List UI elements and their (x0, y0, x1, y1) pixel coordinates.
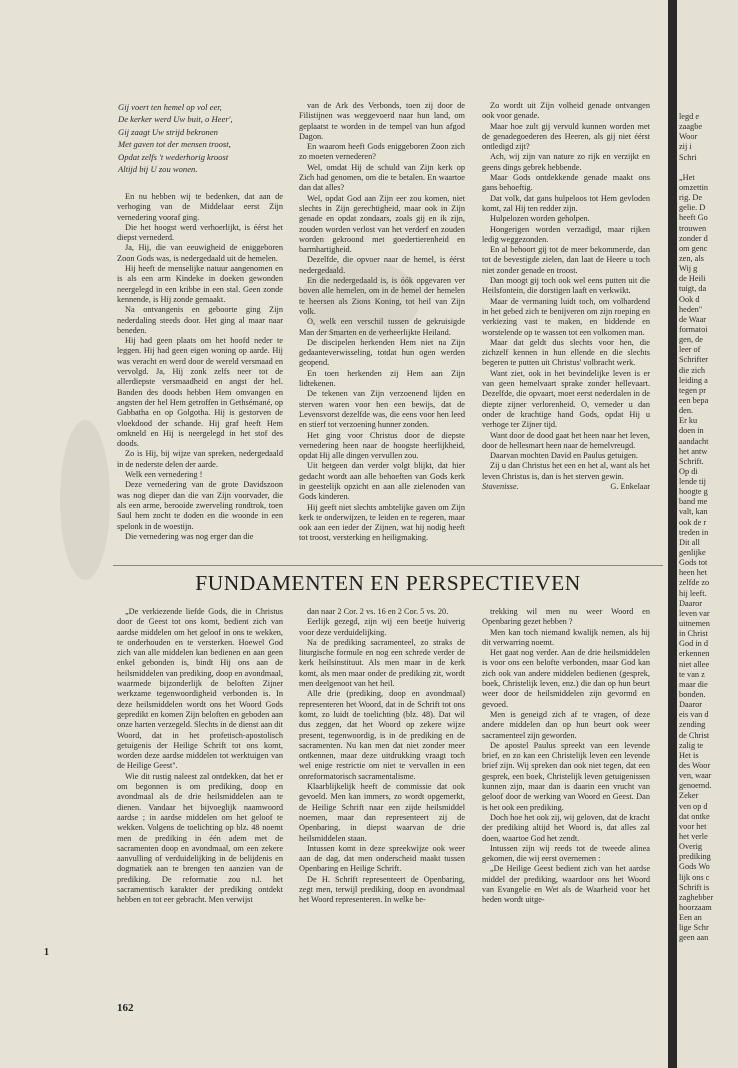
page-gutter (668, 0, 677, 1068)
adjacent-text-line: genoemd. (679, 781, 712, 791)
paragraph: Ja, Hij, die van eeuwigheid de eniggeboren Zoon Gods was, is nedergedaald uit de hemelen. (117, 243, 283, 263)
adjacent-text-line: maar die (679, 679, 708, 689)
adjacent-text-line: de Waar (679, 314, 707, 324)
paragraph: Wel, omdat Hij de schuld van Zijn kerk op Zich had genomen, om die te betalen. En waartoe dan dat alles? (299, 162, 465, 193)
paragraph: Dezelfde, die opvoer naar de hemel, is éérst nedergedaald. (299, 255, 465, 275)
adjacent-text-line: aandacht (679, 436, 709, 446)
adjacent-text-line: hoogte g (679, 487, 708, 497)
paragraph: Alle drie (prediking, doop en avondmaal) representeren het Woord, dat in de Schrift tot ons komt, zo luidt de toelichting (blz. 48). Dat wil dus zeggen, dat het Woord op zekere wijze present, tegenwoordig, is in de prediking en de sacramenten. Nu kan men dat niet zonder meer ontkennen, maar deze uitdrukking vraagt toch wel enige restrictie om niet te vervallen in een onreformatorisch sacramentalisme. (299, 689, 465, 781)
verse-line: Gij zaagt Uw strijd bekronen (118, 126, 218, 137)
adjacent-text-line: ven op d (679, 801, 708, 811)
paragraph: Klaarblijkelijk heeft de commissie dat ook gevoeld. Men kan immers, zo wordt opgemerkt, de Heilige Schrift naar een zijde heilsmiddel noemen, maar dan representeert zij de Openbaring, in diepst waarvan de drie heilsmiddelen staan. (299, 782, 465, 843)
article-column-5 (299, 607, 465, 906)
adjacent-text-line: Schri (679, 152, 697, 162)
adjacent-text-line: het verle (679, 831, 708, 841)
adjacent-text-line: Het is (679, 750, 699, 760)
paragraph: Hij geeft niet slechts ambtelijke gaven om Zijn kerk te onderwijzen, te leiden en te regeren, maar ook aan een ieder der Zijnen, wat hij nodig heeft tot troost, versterking en heiligmaking. (299, 502, 465, 543)
adjacent-text-line: des Woor (679, 761, 711, 770)
paragraph: O, welk een verschil tussen de gekruisigde Man der Smarten en de verheerlijkte Heiland. (299, 317, 465, 337)
verse-line: De kerker werd Uw buit, o Heer', (118, 114, 233, 125)
paragraph: Men kan toch niemand kwalijk nemen, als hij dit verwarring noemt. (482, 627, 650, 647)
adjacent-text-line: Schrift is (679, 882, 710, 892)
adjacent-text-line: erkennen (679, 649, 710, 659)
adjacent-text-line: formatoi (679, 324, 708, 334)
paragraph: Maar dat geldt dus slechts voor hen, die zichzelf kennen in hun ellende en die slechts begeren te putten uit Christus' volbracht werk. (482, 337, 650, 368)
adjacent-text-line: Dit all (679, 537, 700, 547)
paragraph: Zo is Hij, bij wijze van spreken, nedergedaald in de nederste delen der aarde. (117, 449, 283, 469)
adjacent-text-line: hij leeft. (679, 588, 707, 598)
adjacent-text-line: lige Schr (679, 923, 709, 933)
adjacent-text-line: leer of (679, 345, 701, 355)
adjacent-text-line: leven var (679, 608, 710, 618)
adjacent-text-line: zij i (679, 142, 692, 152)
adjacent-text-line: zonder d (679, 233, 708, 243)
adjacent-text-line: God in d (679, 639, 709, 649)
paragraph: Dat volk, dat gans hulpeloos tot Hem gevloden komt, zal Hij ten redder zijn. (482, 193, 650, 213)
paragraph: Hongerigen worden verzadigd, maar rijken ledig weggezonden. (482, 224, 650, 244)
article-column-6 (482, 607, 650, 906)
paragraph: Het gaat nog verder. Aan de drie heilsmiddelen is voor ons een belofte verbonden, maar God kan zich ook van andere middelen bedienen (gesprek, boek, Christelijk leven, enz.) die dan op hun beurt weer door de heilsmiddelen zijn gevormd en gevoed. (482, 648, 650, 709)
adjacent-text-line: lijk ons c (679, 872, 710, 882)
adjacent-text-line: rig. De (679, 193, 703, 203)
adjacent-text-line: Overig (679, 842, 703, 852)
adjacent-text-line: zending (679, 720, 706, 730)
adjacent-text-line: heen het (679, 568, 707, 578)
adjacent-page-text (679, 112, 738, 944)
adjacent-text-line: den. (679, 406, 694, 416)
adjacent-text-line: legd e (679, 112, 700, 121)
paragraph: Ach, wij zijn van nature zo rijk en verzijkt en geens dings gebrek hebbende. (482, 152, 650, 172)
paragraph: Maar Gods ontdekkende genade maakt ons gans behoeftig. (482, 173, 650, 193)
paragraph: Intussen zijn wij reeds tot de tweede alinea gekomen, die wij eerst overnemen : (482, 843, 650, 864)
adjacent-text-line: een bepa (679, 395, 709, 405)
adjacent-text-line: heden" (679, 304, 703, 314)
section-heading: FUNDAMENTEN EN PERSPECTIEVEN (195, 571, 581, 595)
adjacent-text-line: de Christ (679, 730, 710, 740)
paragraph: Maar de vermaning luidt toch, om volhardend in het gebed zich te benijveren om zijn roeping en verkiezing vast te maken, en biddende en worstelende op te wassen tot een volkomen man. (482, 296, 650, 337)
adjacent-text-line: dat ontke (679, 811, 710, 821)
paragraph: Het ging voor Christus door de diepste vernedering heen naar de hoogste heerlijkheid, opdat Hij alle dingen vervullen zou. (299, 430, 465, 461)
adjacent-text-line: „Het (679, 172, 695, 182)
paragraph: Maar hoe zult gij vervuld kunnen worden met de genadegoederen des Heeren, als gij niet éérst ontledigd zijt? (482, 121, 650, 152)
paragraph: De discipelen herkenden Hem niet na Zijn gedaanteverwisseling, totdat hun ogen werden geopend. (299, 337, 465, 368)
paragraph: Dan moogt gij toch ook wel eens putten uit die Heilsfontein, die dorstigen laaft en verkwikt. (482, 276, 650, 296)
adjacent-text-line: zaagbe (679, 122, 703, 132)
adjacent-text-line: Ook d (679, 294, 700, 304)
paragraph: Die vernedering was nog erger dan die (125, 531, 254, 541)
paragraph: En nu hebben wij te bedenken, dat aan de verhoging van de Middelaar eerst Zijn vernedering vooraf ging. (117, 192, 283, 222)
adjacent-text-line: tegen pr (679, 385, 706, 395)
hymn-verse (118, 101, 318, 175)
adjacent-text-line: eis van d (679, 710, 709, 720)
article-column-1 (117, 192, 283, 542)
adjacent-text-line: lende tij (679, 477, 706, 487)
paragraph: En waarom heeft Gods eniggeboren Zoon zich zo moeten vernederen? (299, 142, 465, 162)
adjacent-text-line: doen in (679, 426, 704, 436)
section-divider (113, 565, 663, 566)
adjacent-text-line: geen aan (679, 933, 709, 943)
adjacent-text-line: bonden. (679, 690, 706, 700)
adjacent-page-edge (677, 0, 738, 1068)
paragraph: „De verkiezende liefde Gods, die in Christus door de Geest tot ons komt, bedient zich van aardse middelen om het geloof in ons te wekken, te onderhouden en te versterken. Hoewel God zich van alle middelen kan bedienen en aan geen enkel gebonden is, bindt Hij ons aan de heilsmiddelen van prediking, doop en avondmaal, waarmede bijzonderlijk de beloften Zijner werkzame tegenwoordigheid verbonden is. In deze heilsmiddelen wordt ons het Woord Gods gepredikt en komen Zijn beloften en geboden aan onze harten verzegeld. Slechts in de dienst aan dit Woord, dat in het profetisch-apostolisch getuigenis der Heilige Schrift tot ons komt, worden deze aardse middelen tot werktuigen van de Heilige Geest". (117, 607, 283, 771)
adjacent-text-line: hoorzaam (679, 902, 712, 912)
paragraph: Wie dit rustig naleest zal ontdekken, dat het er om begonnen is om prediking, doop en avondmaal als de drie heilsmiddelen aan te dienen. Vandaar het bijvoeglijk naamwoord aardse ; in aardse middelen om het geloof te wekken. Volgens de toelichting op blz. 48 noemt men de prediking in één adem met de sacramenten doop en avondmaal, om een zekere aanvulling of verduidelijking in de belijdenis en dogmatiek aan te brengen ten aanzien van de prediking. De reformatie zou n.l. het sacramentisch karakter der prediking ontdekt hebben en tot eer gebracht. Men verwijst (117, 771, 283, 905)
paragraph: Hij heeft de menselijke natuur aangenomen en is als een arm Kindeke in doeken gewonden neergelegd in een kribbe in een stal. Geen zonde kennende, is Hij zonde gemaakt. (117, 264, 283, 304)
adjacent-text-line: omzettin (679, 182, 709, 192)
paragraph: De apostel Paulus spreekt van een levende brief, en zo kan een Christelijk leven een levende brief zijn. Wij spreken dan ook niet tegen, dat een gesprek, een boek, Christelijk leven getuigenissen kunnen zijn, maar dan is daarin een vrucht van geloof door de werking van Woord en Geest. Dan is het ook een prediking. (482, 740, 650, 812)
paragraph: Zij u dan Christus het een en het al, want als het leven Christus is, dan is het sterven gewin. (482, 461, 650, 481)
paragraph: Doch hoe het ook zij, wij geloven, dat de kracht der prediking altijd het Woord is, dat alles zal doen, waartoe God het zendt. (482, 812, 650, 843)
paragraph: Die het hoogst werd verhoerlijkt, is éérst het diepst vernederd. (117, 222, 283, 243)
paragraph: Hij had geen plaats om het hoofd neder te leggen. Hij had geen eigen woning op aarde. Hij was veracht en werd door de wereld versmaad en vervolgd. Ja, Hij zonk zelfs neer tot de allerdiepste versmaadheid en angst der hel. Banden des doods hebben Hem omvangen en angsten der hel Hem getroffen in Gethsémané, op Gabbatha en op Golgotha. Hij is gestorven de vloekdood der schande. Hij graf heeft Hem omkneld en Hij is neergelegd in het stof des doods. (117, 336, 283, 449)
adjacent-text-line: zelfde zo (679, 578, 710, 588)
adjacent-text-line: in Christ (679, 629, 708, 639)
adjacent-text-line: Daaror (679, 700, 703, 710)
adjacent-text-line (679, 163, 738, 173)
article-signature (482, 482, 650, 492)
adjacent-text-line: leiding a (679, 375, 708, 385)
adjacent-text-line: zalig te (679, 740, 704, 750)
adjacent-text-line: ook de r (679, 517, 707, 527)
article-column-4 (117, 607, 283, 906)
paper-stain (300, 260, 420, 340)
adjacent-text-line: band me (679, 497, 708, 507)
adjacent-text-line: het antw (679, 446, 708, 456)
paragraph: Na ontvangenis en geboorte ging Zijn nederdaling steeds door. Het ging al maar naar beneden. (117, 305, 283, 335)
paragraph: Want door de dood gaat het heen naar het leven, door de hellesmart heen naar de hemelvreugd. (482, 430, 650, 450)
adjacent-text-line: gelie. D (679, 203, 706, 213)
adjacent-text-line: Zeker (679, 791, 699, 801)
adjacent-text-line: gen, de (679, 335, 703, 345)
adjacent-text-line: prediking (679, 852, 711, 862)
adjacent-text-line: te van z (679, 669, 705, 679)
adjacent-text-line: uitnemen (679, 619, 710, 629)
adjacent-text-line: Woor (679, 132, 698, 142)
adjacent-text-line: zen, als (679, 253, 704, 263)
adjacent-text-line: niet allee (679, 659, 710, 669)
adjacent-text-line: tuigt, da (679, 284, 707, 294)
adjacent-text-line: trouwen (679, 223, 707, 233)
paragraph: Men is geneigd zich af te vragen, of deze andere middelen dan op hun beurt ook weer sacramenteel zijn geworden. (482, 709, 650, 740)
paragraph: En al behoort gij tot de meer bekommerde, dan tot de bevestigde zielen, dan laat de Heere u toch niet zonder genade en troost. (482, 245, 650, 275)
adjacent-text-line: heeft Go (679, 213, 708, 223)
paragraph: Daarvan mochten David en Paulus getuigen. (490, 451, 638, 461)
paragraph: Na de prediking sacramenteel, zo straks de liturgische formule en nog een schrede verder de kerk heilsinstituut. Als men maar in de kerk komt, als men maar onder de prediking zit, wordt men deelgenoot van het heil. (299, 637, 465, 689)
adjacent-text-line: valt, kan (679, 507, 708, 517)
paragraph: Hulpelozen worden geholpen. (490, 214, 590, 224)
adjacent-text-line: ven, waar (679, 771, 712, 781)
adjacent-text-line: Er ku (679, 416, 698, 426)
paragraph: De tekenen van Zijn verzoenend lijden en sterven waren voor hen een bewijs, dat de Levensvorst dezelfde was, die eens voor hen leed en stierf tot verzoening hunner zonden. (299, 389, 465, 430)
adjacent-text-line: Wij g (679, 264, 698, 274)
verse-line: Altijd bij U zou wonen. (118, 164, 198, 175)
page-number: 162 (117, 1002, 134, 1014)
paragraph: En die nedergedaald is, is óók opgevaren ver boven alle hemelen, om in de hemel der hemelen te heersen als Zions Koning, tot heil van Zijn volk. (299, 276, 465, 316)
adjacent-text-line: Op di (679, 466, 698, 476)
signature-author: G. Enkelaar (610, 481, 650, 491)
adjacent-text-line: de Heili (679, 274, 706, 284)
paragraph: Eerlijk gezegd, zijn wij een beetje huiverig voor deze verduidelijking. (299, 617, 465, 637)
adjacent-text-line: voor het (679, 821, 707, 831)
paragraph: En toen herkenden zij Hem aan Zijn lidtekenen. (299, 368, 465, 389)
verse-line: Met gaven tot der mensen troost, (118, 139, 231, 150)
paragraph: Want ziet, ook in het bevindelijke leven is er van geen hemelvaart sprake zonder hellevaart. Dezelfde, die opvaart, moet eerst nederdalen in de diepte zijner verlorenheid. O, verneder u dan onder de krachtige hand Gods, opdat Hij u verhoge ter Zijner tijd. (482, 368, 650, 430)
paragraph: van de Ark des Verbonds, toen zij door de Filistijnen was weggevoerd naar hun land, om geplaatst te worden in de tempel van hun afgod Dagon. (299, 101, 465, 141)
adjacent-text-line: die zich (679, 365, 706, 375)
paragraph: Welk een vernedering ! (125, 470, 203, 480)
paragraph: trekking wil men nu weer Woord en Openbaring gezet hebben ? (482, 607, 650, 627)
paragraph: Uit hetgeen dan verder volgt blijkt, dat hier gedacht wordt aan alle behoeften van Gods kerk in geestelijk opzicht en aan alle zielenoden van Gods kinderen. (299, 461, 465, 502)
adjacent-text-line: Schrift. (679, 456, 704, 466)
adjacent-text-line: treden in (679, 527, 709, 537)
paragraph: Deze vernedering van de grote Davidszoon was nog dieper dan die van Zijn voorvader, die als een arme, berooide zwerveling rondtrok, toen Saul hem zocht te doden en die woonde in een spelonk in de woestijn. (117, 480, 283, 531)
paragraph: Wel, opdat God aan Zijn eer zou komen, niet slechts in Zijn gerechtigheid, maar ook in Zijn genade en opdat zondaars, zoals gij en ik zijn, zouden worden verlost van het verderf en zouden worden gekroond met goedertierenheid en barmhartigheid. (299, 193, 465, 255)
verse-line: Opdat zelfs 't wederhorig kroost (118, 151, 229, 162)
paragraph: Intussen komt in deze spreekwijze ook weer aan de dag, dat men onderscheid maakt tussen Openbaring en Heilige Schrift. (299, 843, 465, 874)
paragraph: dan naar 2 Cor. 2 vs. 16 en 2 Cor. 5 vs. 20. (307, 607, 449, 616)
adjacent-text-line: Een an (679, 913, 702, 923)
adjacent-text-line: Schrifter (679, 355, 709, 365)
adjacent-text-line: genlijke (679, 548, 706, 558)
article-column-3 (482, 101, 650, 492)
edge-mark: 1 (44, 947, 49, 958)
paper-stain (60, 420, 110, 580)
paragraph: „De Heilige Geest bedient zich van het aardse middel der prediking, waardoor ons het Woord van Evangelie en Wet als de Waarheid voor het heden wordt uitge- (482, 864, 650, 905)
adjacent-text-line: Gods Wo (679, 862, 710, 872)
adjacent-text-line: zaghebber (679, 892, 714, 902)
paragraph: De H. Schrift representeert de Openbaring, zegt men, terwijl prediking, doop en avondmaal het Woord representeren. In welke be- (299, 874, 465, 905)
adjacent-text-line: om genc (679, 243, 708, 253)
adjacent-text-line: Gods tot (679, 558, 708, 568)
verse-line: Gij voert ten hemel op vol eer, (118, 102, 222, 112)
paragraph: Zo wordt uit Zijn volheid genade ontvangen ook voor genade. (482, 101, 650, 121)
signature-place: Stavenisse. (482, 481, 519, 491)
adjacent-text-line: Daaror (679, 598, 703, 608)
